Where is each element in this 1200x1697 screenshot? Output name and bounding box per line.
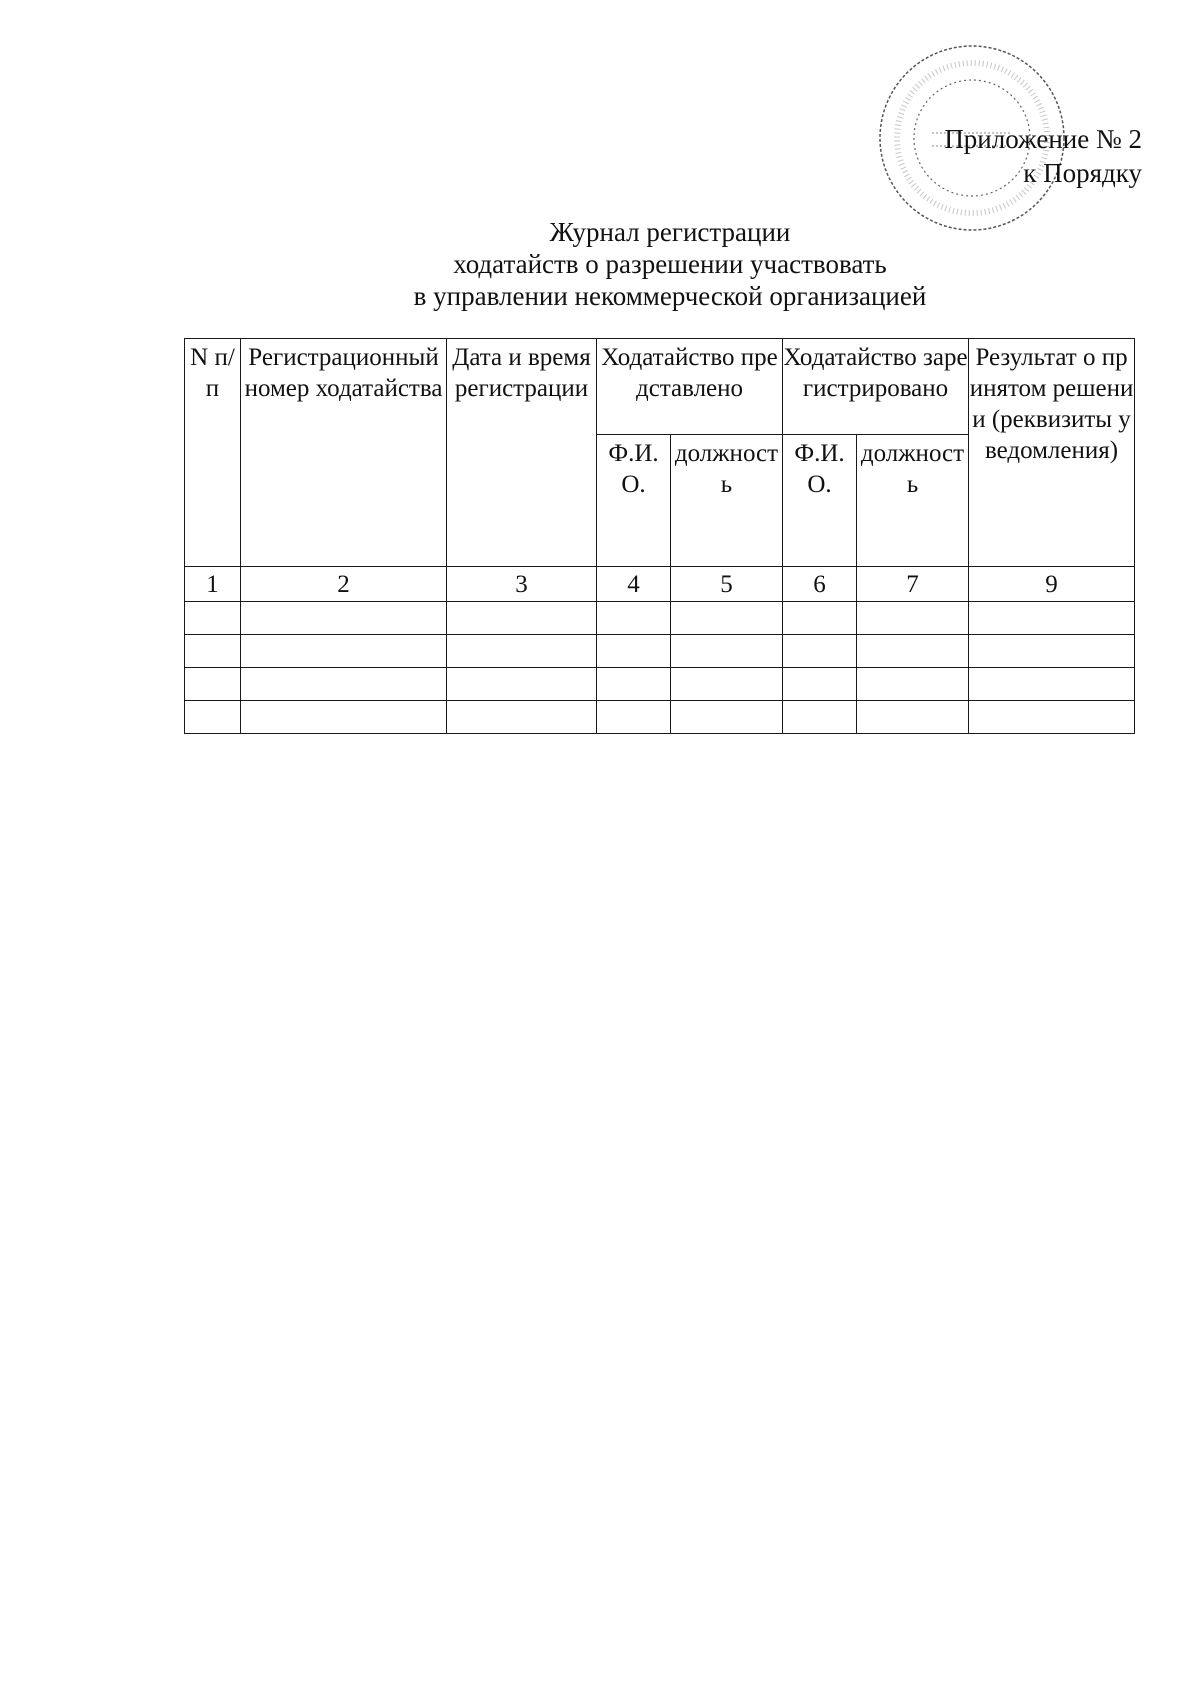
header-submitted-by: Ходатайство представлено: [597, 339, 783, 435]
table-cell: [185, 635, 241, 668]
table-cell: [447, 701, 597, 734]
table-cell: [241, 635, 447, 668]
header-submitted-position: должность: [671, 435, 783, 567]
table-cell: [783, 701, 857, 734]
header-number: N п/п: [185, 339, 241, 567]
column-number: 9: [969, 567, 1135, 602]
table-cell: [597, 701, 671, 734]
table-cell: [671, 635, 783, 668]
table-cell: [857, 602, 969, 635]
appendix-order-reference: к Порядку: [1023, 158, 1142, 188]
appendix-reference: [944, 122, 1142, 190]
title-line-1: Журнал регистрации: [549, 217, 791, 247]
column-number: 2: [241, 567, 447, 602]
column-number: 5: [671, 567, 783, 602]
table-cell: [597, 668, 671, 701]
title-line-3: в управлении некоммерческой организацией: [413, 281, 927, 311]
header-decision-result: Результат о принятом решении (реквизиты уведомления): [969, 339, 1135, 567]
header-registered-by: Ходатайство зарегистрировано: [783, 339, 969, 435]
column-number: 6: [783, 567, 857, 602]
appendix-number: Приложение № 2: [944, 124, 1142, 154]
table-cell: [783, 602, 857, 635]
table-cell: [969, 635, 1135, 668]
header-registration-date: Дата и время регистрации: [447, 339, 597, 567]
table-cell: [783, 668, 857, 701]
table-cell: [185, 701, 241, 734]
table-cell: [597, 602, 671, 635]
column-number-row: [185, 567, 1135, 602]
table-cell: [185, 668, 241, 701]
registration-journal-table: [184, 338, 1135, 734]
header-registration-number: Регистрационный номер ходатайства: [241, 339, 447, 567]
table-cell: [969, 668, 1135, 701]
column-number: 7: [857, 567, 969, 602]
document-title: [300, 216, 1040, 312]
table-row: [185, 701, 1135, 734]
header-registered-position: должность: [857, 435, 969, 567]
table-cell: [597, 635, 671, 668]
table-cell: [969, 701, 1135, 734]
column-number: 3: [447, 567, 597, 602]
table-cell: [857, 635, 969, 668]
title-line-2: ходатайств о разрешении участвовать: [453, 249, 887, 279]
table-row: [185, 668, 1135, 701]
table-cell: [447, 635, 597, 668]
table-cell: [241, 701, 447, 734]
column-number: 1: [185, 567, 241, 602]
table-cell: [671, 668, 783, 701]
table-cell: [857, 668, 969, 701]
table-row: [185, 635, 1135, 668]
table-cell: [671, 701, 783, 734]
table-cell: [969, 602, 1135, 635]
table-cell: [241, 602, 447, 635]
table-cell: [671, 602, 783, 635]
table-cell: [783, 635, 857, 668]
table-cell: [447, 602, 597, 635]
table-cell: [857, 701, 969, 734]
table-row: [185, 602, 1135, 635]
header-registered-fio: Ф.И.О.: [783, 435, 857, 567]
table-cell: [185, 602, 241, 635]
header-row-1: [185, 339, 1135, 435]
table-cell: [447, 668, 597, 701]
table-cell: [241, 668, 447, 701]
column-number: 4: [597, 567, 671, 602]
header-submitted-fio: Ф.И.О.: [597, 435, 671, 567]
